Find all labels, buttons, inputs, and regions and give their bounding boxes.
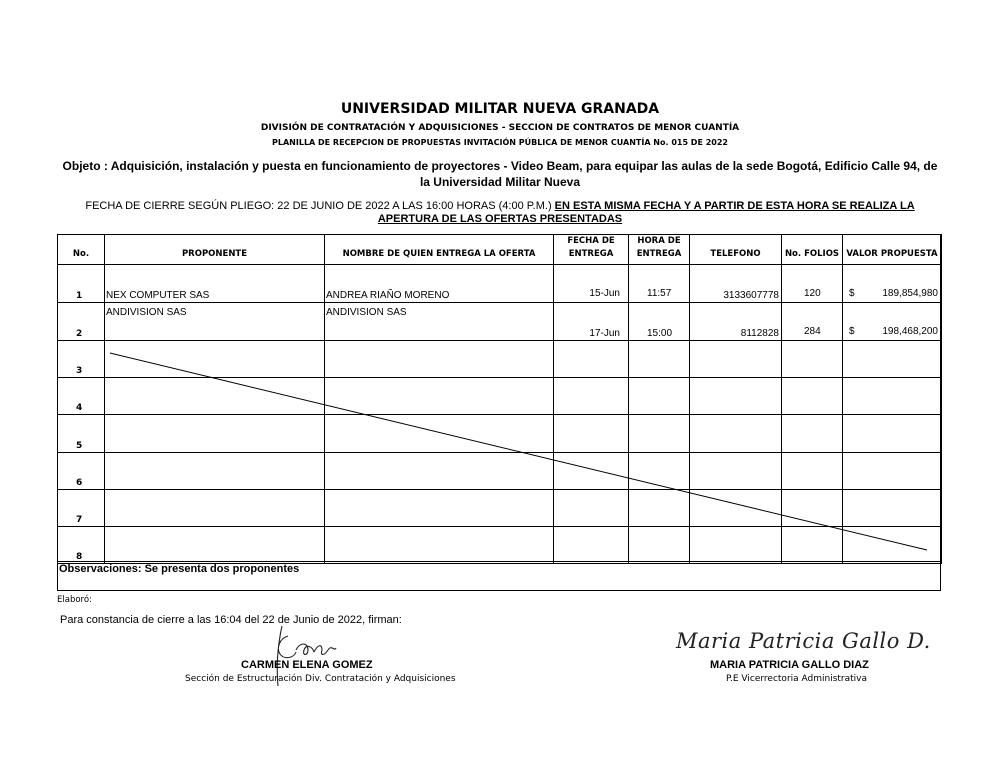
planilla-title: PLANILLA DE RECEPCION DE PROPUESTAS INVITACIÓN PÚBLICA DE MENOR CUANTÍA No. 015 DE 2022 (272, 138, 728, 147)
signer-2-name: MARIA PATRICIA GALLO DIAZ (710, 659, 869, 671)
fecha-entrega: 17-Jun (589, 328, 620, 339)
signer-1-role: Sección de Estructuración Div. Contratación y Adquisiciones (185, 674, 456, 684)
elaboro-label: Elaboró: (57, 595, 92, 605)
row-number: 3 (76, 366, 83, 376)
proponente-name: ANDIVISION SAS (106, 307, 187, 318)
valor-propuesta: 189,854,980 (882, 288, 938, 299)
col-hora: HORA DE ENTREGA (629, 235, 690, 265)
observaciones-text: Observaciones: Se presenta dos proponentes (59, 563, 300, 575)
entrega-name: ANDREA RIAÑO MORENO (326, 290, 450, 301)
telefono: 3133607778 (723, 290, 779, 301)
col-folios: No. FOLIOS (782, 235, 843, 265)
cierre-underlined: EN ESTA MISMA FECHA Y A PARTIR DE ESTA HORA SE REALIZA LA APERTURA DE LAS OFERTAS PRESENTADAS (377, 200, 915, 225)
col-telefono: TELEFONO (690, 235, 782, 265)
row-number: 1 (76, 291, 83, 301)
signer-1-name: CARMEN ELENA GOMEZ (241, 659, 373, 671)
constancia-text: Para constancia de cierre a las 16:04 del 22 de Junio de 2022, firman: (60, 614, 402, 626)
university-title: UNIVERSIDAD MILITAR NUEVA GRANADA (340, 101, 660, 117)
col-proponente: PROPONENTE (105, 235, 325, 265)
folios: 284 (804, 326, 821, 337)
row-number: 2 (76, 329, 83, 339)
row-number: 5 (76, 441, 83, 451)
hora-entrega: 11:57 (647, 288, 672, 299)
cierre-plain: FECHA DE CIERRE SEGÚN PLIEGO: 22 DE JUNIO DE 2022 A LAS 16:00 HORAS (4:00 P.M.) (85, 200, 555, 212)
row-number: 6 (76, 478, 83, 488)
telefono: 8112828 (740, 328, 779, 339)
proponente-name: NEX COMPUTER SAS (106, 290, 210, 301)
row-number: 4 (76, 403, 83, 413)
fecha-entrega: 15-Jun (589, 288, 620, 299)
division-subtitle: DIVISIÓN DE CONTRATACIÓN Y ADQUISICIONES - SECCION DE CONTRATOS DE MENOR CUANTÍA (260, 123, 740, 133)
row-number: 8 (76, 552, 83, 562)
col-fecha: FECHA DE ENTREGA (554, 235, 629, 265)
col-valor: VALOR PROPUESTA (843, 235, 942, 265)
row-number: 7 (76, 515, 83, 525)
currency: $ (849, 326, 855, 337)
entrega-name: ANDIVISION SAS (326, 307, 407, 318)
signature-maria: Maria Patricia Gallo D. (676, 629, 931, 653)
objeto-text: Objeto : Adquisición, instalación y puesta en funcionamiento de proyectores - Video Beam, para equipar las aulas de la sede Bogotá, Edificio Calle 94, de la Universidad Militar Nueva (62, 159, 938, 189)
signer-2-role: P.E Vicerrectoria Administrativa (726, 674, 868, 684)
folios: 120 (804, 288, 821, 299)
valor-propuesta: 198,468,200 (882, 326, 938, 337)
currency: $ (849, 288, 855, 299)
hora-entrega: 15:00 (647, 328, 673, 339)
col-no: No. (58, 235, 105, 265)
col-entrega: NOMBRE DE QUIEN ENTREGA LA OFERTA (325, 235, 554, 265)
